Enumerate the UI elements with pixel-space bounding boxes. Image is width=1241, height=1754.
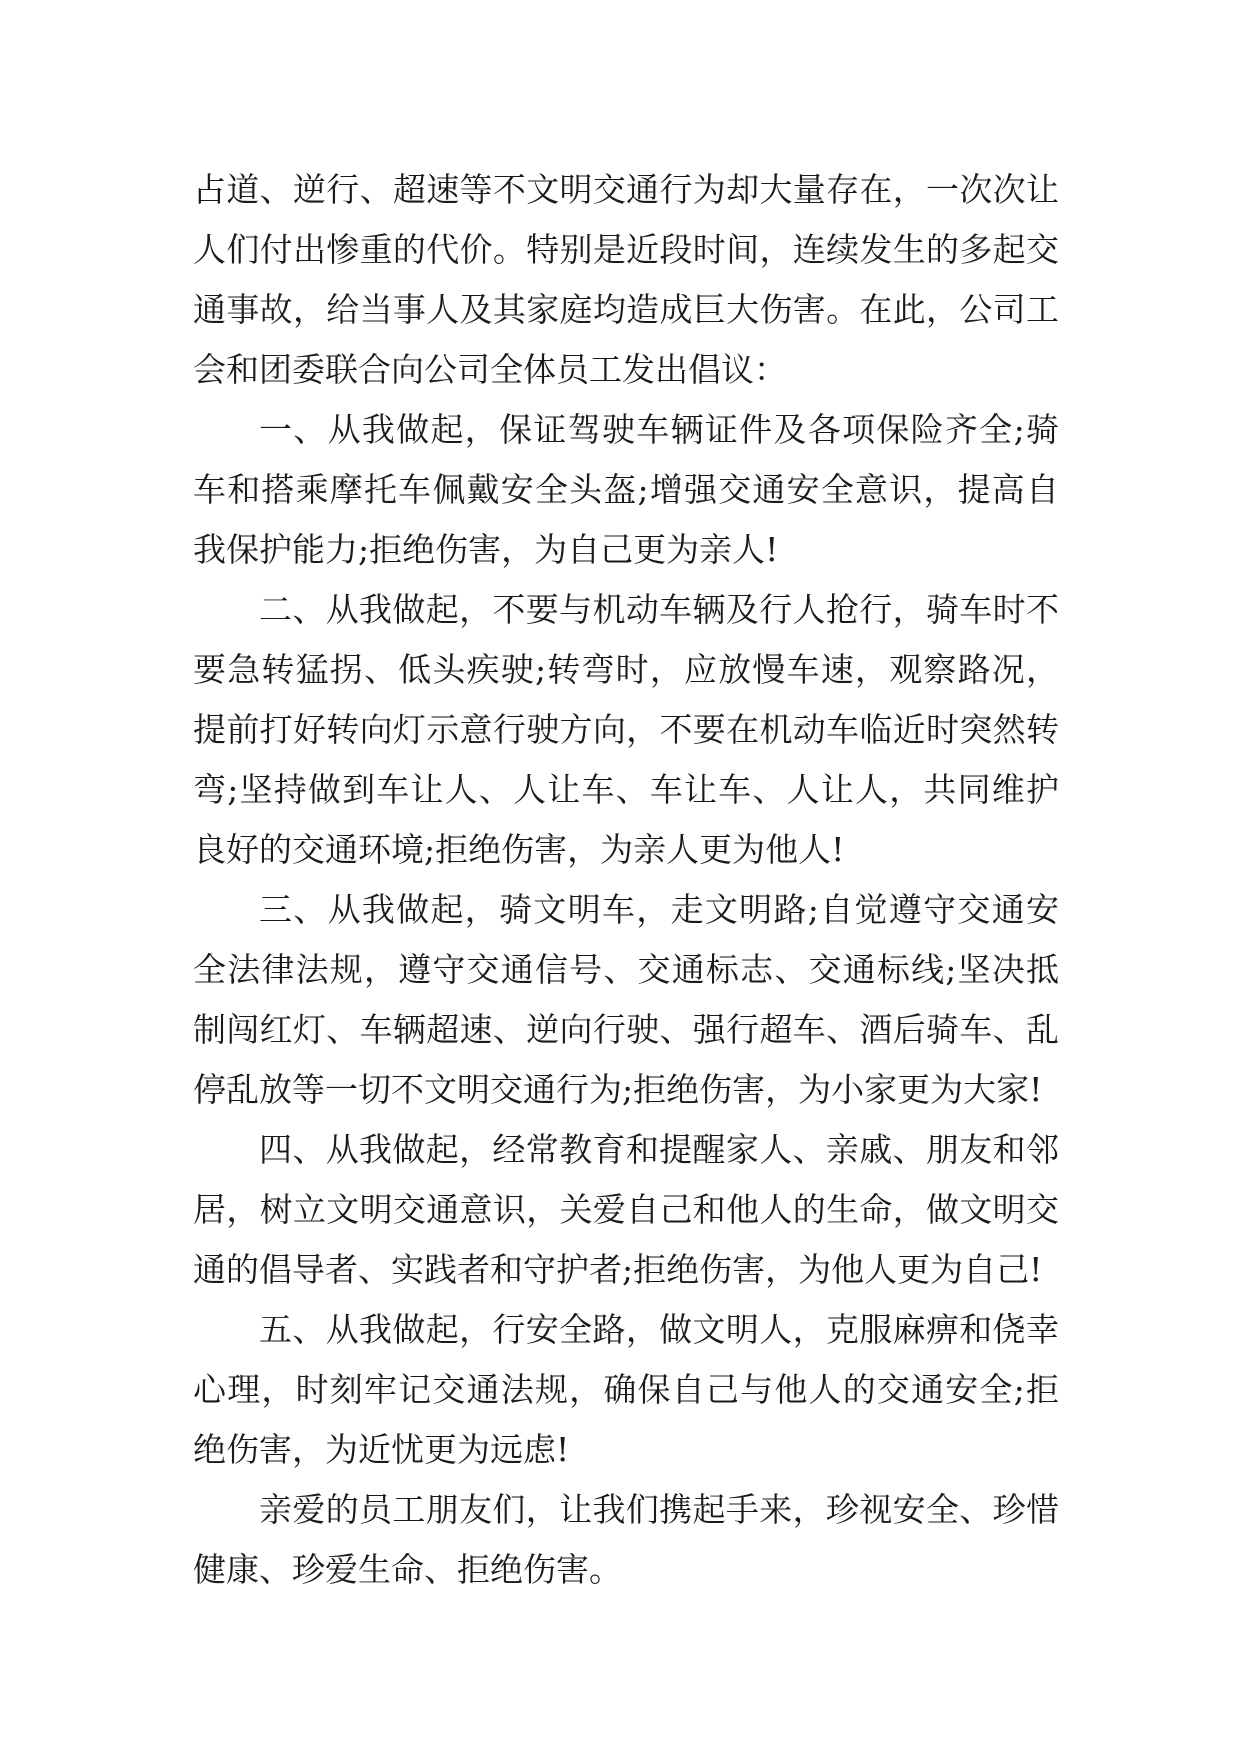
paragraph-item-5: 五、从我做起，行安全路，做文明人，克服麻痹和侥幸心理，时刻牢记交通法规，确保自己与他人的交通安全;拒绝伤害，为近忧更为远虑! <box>193 1310 1059 1469</box>
document-body <box>193 160 1059 1600</box>
paragraph-item-3: 三、从我做起，骑文明车，走文明路;自觉遵守交通安全法律法规，遵守交通信号、交通标志、交通标线;坚决抵制闯红灯、车辆超速、逆向行驶、强行超车、酒后骑车、乱停乱放等一切不文明交通行为;拒绝伤害，为小家更为大家! <box>193 890 1059 1109</box>
paragraph-item-2: 二、从我做起，不要与机动车辆及行人抢行，骑车时不要急转猛拐、低头疾驶;转弯时，应放慢车速，观察路况，提前打好转向灯示意行驶方向，不要在机动车临近时突然转弯;坚持做到车让人、人让车、车让车、人让人，共同维护良好的交通环境;拒绝伤害，为亲人更为他人! <box>193 590 1059 869</box>
paragraph-intro: 占道、逆行、超速等不文明交通行为却大量存在，一次次让人们付出惨重的代价。特别是近段时间，连续发生的多起交通事故，给当事人及其家庭均造成巨大伤害。在此，公司工会和团委联合向公司全体员工发出倡议： <box>193 170 1059 389</box>
paragraph-closing: 亲爱的员工朋友们，让我们携起手来，珍视安全、珍惜健康、珍爱生命、拒绝伤害。 <box>193 1490 1059 1589</box>
paragraph-item-4: 四、从我做起，经常教育和提醒家人、亲戚、朋友和邻居，树立文明交通意识，关爱自己和他人的生命，做文明交通的倡导者、实践者和守护者;拒绝伤害，为他人更为自己! <box>193 1130 1059 1289</box>
paragraph-item-1: 一、从我做起，保证驾驶车辆证件及各项保险齐全;骑车和搭乘摩托车佩戴安全头盔;增强交通安全意识，提高自我保护能力;拒绝伤害，为自己更为亲人! <box>193 410 1059 569</box>
